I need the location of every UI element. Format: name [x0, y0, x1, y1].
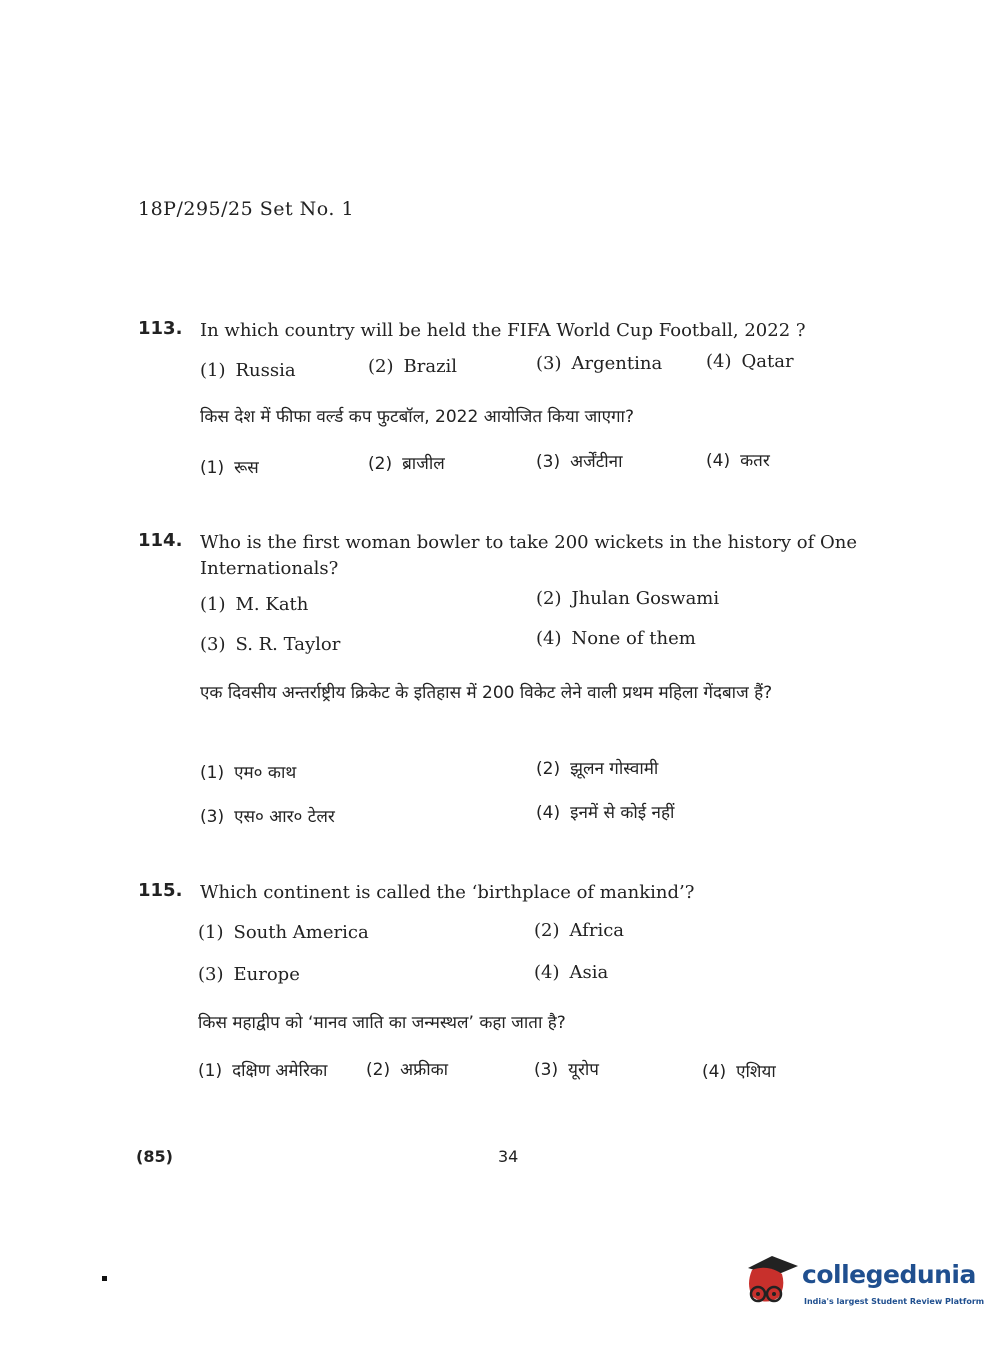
set-number-header: 18P/295/25 Set No. 1	[138, 198, 355, 220]
logo-name: collegedunia	[802, 1260, 976, 1289]
question-text-hi: किस महाद्वीप को ‘मानव जाति का जन्मस्थल’ कहा जाता है?	[198, 1013, 566, 1033]
option-4-en: (4) Qatar	[706, 351, 794, 372]
option-4-en: (4) None of them	[536, 628, 696, 649]
option-1-hi: (1) दक्षिण अमेरिका	[198, 1061, 328, 1081]
question-text-en: Which continent is called the ‘birthplace of mankind’?	[200, 882, 695, 903]
option-2-en: (2) Brazil	[368, 356, 458, 377]
option-4-hi: (4) इनमें से कोई नहीं	[536, 803, 675, 823]
option-2-hi: (2) अफ्रीका	[366, 1060, 449, 1080]
question-number: 113.	[138, 318, 183, 339]
option-3-hi: (3) यूरोप	[534, 1060, 599, 1080]
option-3-hi: (3) एस० आर० टेलर	[200, 807, 335, 827]
scan-mark	[102, 1276, 107, 1281]
collegedunia-logo[interactable]	[742, 1250, 985, 1314]
mascot-icon	[742, 1250, 800, 1310]
question-text-en: In which country will be held the FIFA World Cup Football, 2022 ?	[200, 320, 806, 341]
option-1-hi: (1) रूस	[200, 458, 259, 478]
question-number: 114.	[138, 530, 183, 551]
option-3-hi: (3) अर्जेंटीना	[536, 452, 623, 472]
option-4-hi: (4) कतर	[706, 451, 770, 471]
page-number: 34	[498, 1147, 519, 1166]
option-1-en: (1) Russia	[200, 360, 296, 381]
question-number: 115.	[138, 880, 183, 901]
option-2-hi: (2) ब्राजील	[368, 454, 445, 474]
option-2-en: (2) Jhulan Goswami	[536, 588, 720, 609]
option-1-en: (1) South America	[198, 922, 369, 943]
question-text-hi: एक दिवसीय अन्तर्राष्ट्रीय क्रिकेट के इतिहास में 200 विकेट लेने वाली प्रथम महिला गेंदबाज हैं?	[200, 683, 773, 703]
logo-tagline: India's largest Student Review Platform	[804, 1297, 985, 1306]
option-3-en: (3) Europe	[198, 964, 300, 985]
option-2-en: (2) Africa	[534, 920, 625, 941]
question-text-en: Who is the first woman bowler to take 200 wickets in the history of One Internationals?	[200, 532, 857, 579]
booklet-code: (85)	[136, 1147, 173, 1166]
option-3-en: (3) Argentina	[536, 353, 663, 374]
option-4-en: (4) Asia	[534, 962, 609, 983]
option-1-hi: (1) एम० काथ	[200, 763, 297, 783]
option-4-hi: (4) एशिया	[702, 1062, 776, 1082]
question-text-hi: किस देश में फीफा वर्ल्ड कप फुटबॉल, 2022 आयोजित किया जाएगा?	[200, 407, 634, 427]
option-2-hi: (2) झूलन गोस्वामी	[536, 759, 659, 779]
option-1-en: (1) M. Kath	[200, 594, 309, 615]
option-3-en: (3) S. R. Taylor	[200, 634, 341, 655]
